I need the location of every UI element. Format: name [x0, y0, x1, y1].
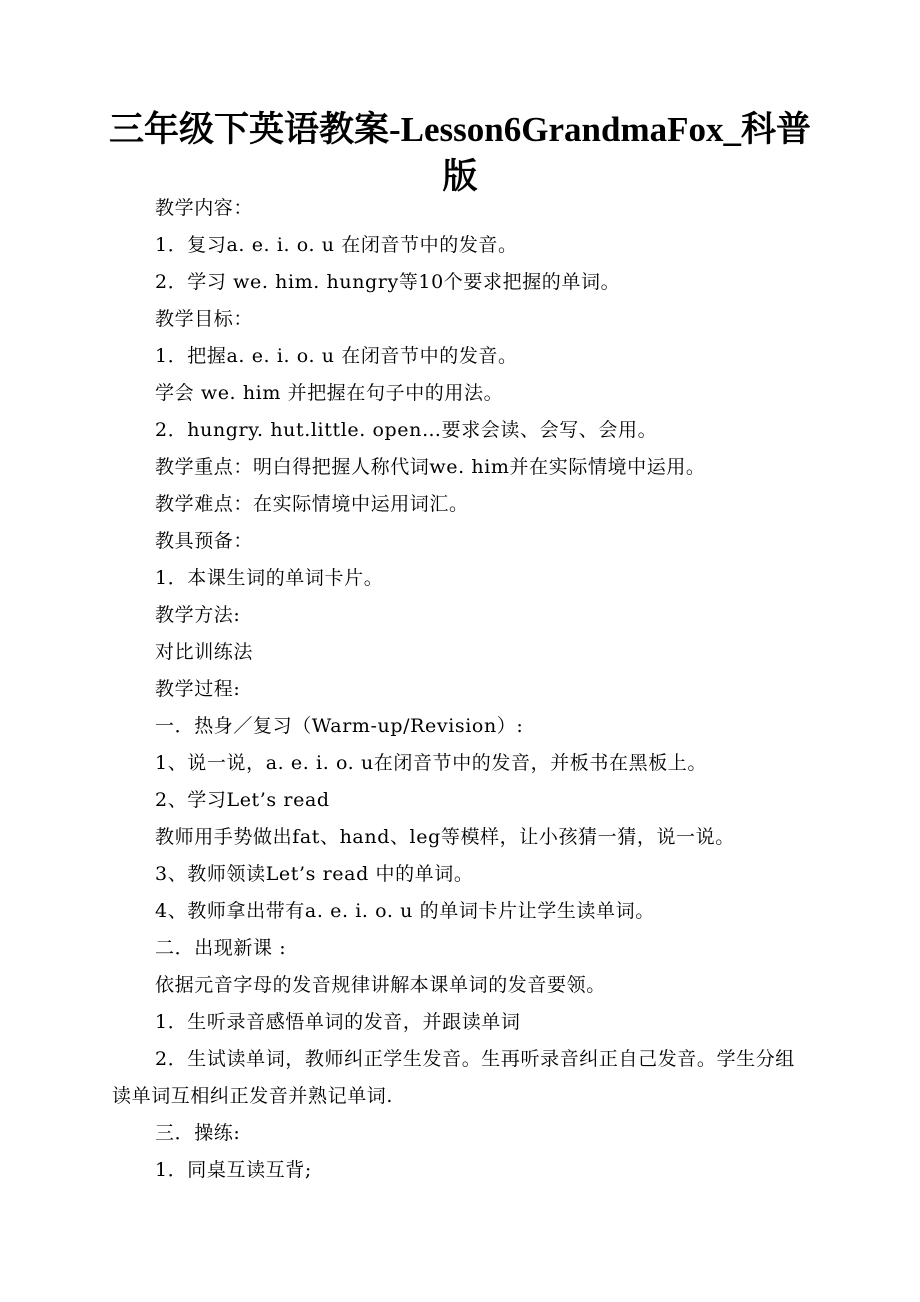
paragraph: 2、学习Let’s read: [155, 789, 330, 811]
paragraph: 对比训练法: [155, 641, 254, 663]
paragraph: 二．出现新课 :: [155, 937, 287, 959]
paragraph: 教学难点：在实际情境中运用词汇。: [155, 493, 469, 515]
paragraph: 教学内容：: [155, 197, 254, 219]
paragraph: 学会 we. him 并把握在句子中的用法。: [155, 382, 504, 404]
paragraph: 1．复习a. e. i. o. u 在闭音节中的发音。: [155, 234, 518, 256]
paragraph: 教具预备：: [155, 530, 254, 552]
paragraph: 教师用手势做出fat、hand、leg等模样，让小孩猜一猜，说一说。: [155, 826, 735, 848]
paragraph: 2．生试读单词，教师纠正学生发音。生再听录音纠正自己发音。学生分组读单词互相纠正发音并熟记单词.: [112, 1048, 795, 1107]
paragraph: 依据元音字母的发音规律讲解本课单词的发音要领。: [155, 974, 606, 996]
paragraph: 1．同桌互读互背;: [155, 1159, 312, 1181]
paragraph: 一．热身／复习（Warm-up/Revision）:: [155, 715, 524, 737]
paragraph: 三．操练:: [155, 1122, 241, 1144]
paragraph: 2．学习 we. him. hungry等10个要求把握的单词。: [155, 271, 621, 293]
paragraph: 2．hungry. hut.little. open…要求会读、会写、会用。: [155, 419, 658, 441]
paragraph: 教学目标：: [155, 308, 254, 330]
paragraph: 教学过程:: [155, 678, 241, 700]
paragraph: 3、教师领读Let’s read 中的单词。: [155, 863, 474, 885]
paragraph: 4、教师拿出带有a. e. i. o. u 的单词卡片让学生读单词。: [155, 900, 655, 922]
paragraph: 教学方法:: [155, 604, 241, 626]
paragraph: 1．生听录音感悟单词的发音，并跟读单词: [155, 1011, 521, 1033]
document-body: [112, 190, 812, 1189]
paragraph: 1、说一说，a. e. i. o. u在闭音节中的发音，并板书在黑板上。: [155, 752, 707, 774]
paragraph: 教学重点：明白得把握人称代词we. him并在实际情境中运用。: [155, 456, 706, 478]
paragraph: 1．本课生词的单词卡片。: [155, 567, 384, 589]
document-title: 三年级下英语教案-Lesson6GrandmaFox_科普版: [109, 110, 811, 196]
paragraph: 1．把握a. e. i. o. u 在闭音节中的发音。: [155, 345, 518, 367]
